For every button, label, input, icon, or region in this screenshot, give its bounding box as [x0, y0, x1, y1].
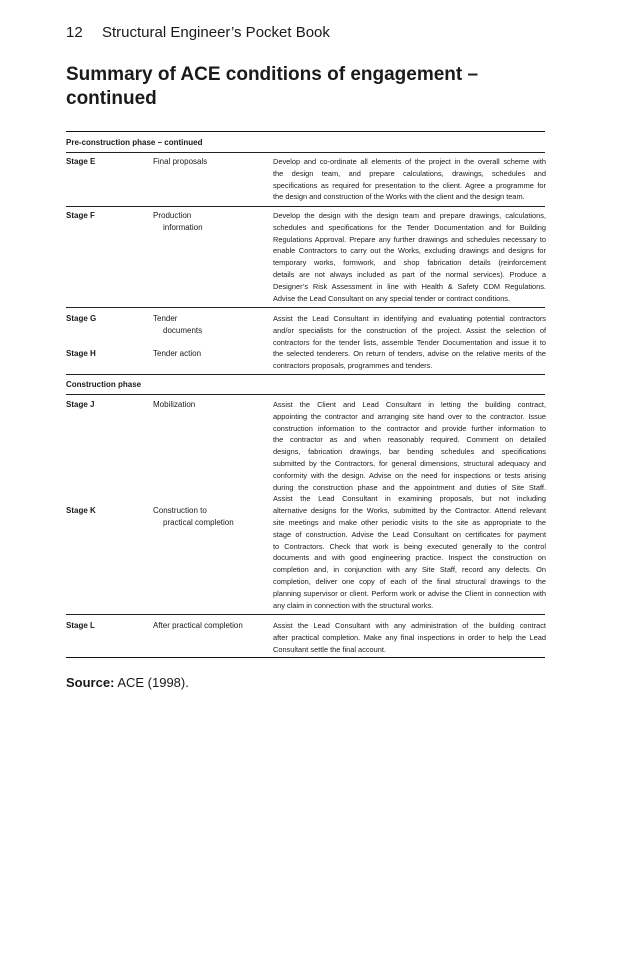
- book-title: Structural Engineer’s Pocket Book: [102, 24, 330, 41]
- row-divider: [66, 374, 545, 375]
- phase-line: documents: [163, 326, 203, 335]
- description-line: enable Contractors to carry out the Works, excluding drawings and designs for: [273, 246, 546, 256]
- row-divider: [66, 307, 545, 308]
- stage-k-phase: [153, 505, 234, 529]
- description-line: completion and, in conjunction with any Site Staff, record any defects. On: [273, 565, 546, 575]
- description-line: Assist the Client and Lead Consultant in letting the building contract,: [273, 400, 546, 409]
- table-bottom-rule: [66, 657, 545, 658]
- description-line: Designer’s Risk Assessment in line with Health & Safety CDM Regulations.: [273, 281, 546, 291]
- phase-line: Tender action: [153, 349, 202, 358]
- phase-line: Final proposals: [153, 157, 208, 166]
- stage-g-label: Stage G: [66, 314, 97, 323]
- description-line: to Contractors. Check that work is being executed generally to the control: [273, 541, 546, 551]
- description-line: planning supervisor or client. Perform work or advise the Client in connection with: [273, 588, 546, 598]
- page-number: 12: [66, 24, 83, 41]
- stage-jk-description: [273, 399, 546, 611]
- description-line: temporary works, formwork, and shop fabrication details (reinforcement: [273, 258, 546, 268]
- row-divider: [66, 152, 545, 153]
- stage-g-phase: [153, 313, 202, 337]
- description-line: any claim in connection with the structural works.: [273, 600, 434, 610]
- description-line: contractors proposals, programmes and tenders.: [273, 361, 433, 371]
- section-heading-construction: Construction phase: [66, 380, 142, 389]
- description-line: details are not always included as part of the normal services). Produce a: [273, 269, 546, 279]
- stage-l-phase: [153, 620, 243, 632]
- description-line: contractors for the tender lists, assemble Tender Documentation and issue it to: [273, 337, 546, 347]
- description-line: completion, deliver one copy of each of the final structural drawings to the: [273, 576, 546, 586]
- stage-l-description: [273, 620, 546, 655]
- phase-line: Construction to: [153, 506, 207, 515]
- source-label: Source:: [66, 675, 115, 690]
- stage-e-label: Stage E: [66, 157, 96, 166]
- row-divider: [66, 206, 545, 207]
- description-line: Consultant settle the final account.: [273, 644, 386, 654]
- phase-line: Mobilization: [153, 400, 196, 409]
- description-line: Develop the design with the design team and prepare drawings, calculations,: [273, 211, 546, 220]
- description-line: conformity with the design. Advise on the need for inspections or tests arising: [273, 470, 546, 480]
- phase-line: practical completion: [163, 518, 234, 527]
- row-divider: [66, 614, 545, 615]
- description-line: Advise the Lead Consultant on any special tender or contract conditions.: [273, 293, 511, 303]
- phase-line: Production: [153, 211, 192, 220]
- description-line: the design team, and prepare calculations, drawings, schedules and: [273, 168, 546, 178]
- description-line: submitted by the Contractors, for general dimensions, structural adequacy and: [273, 458, 546, 468]
- description-line: specifications as required for presentation to the client. Agree a programme for: [273, 180, 546, 190]
- section-heading-preconstruction: Pre-construction phase – continued: [66, 138, 203, 147]
- description-line: alternative designs for the Works, submitted by the Contractor. Attend relevant: [273, 506, 546, 516]
- phase-line: information: [163, 223, 203, 232]
- description-line: schedules and specifications for the Tender Documentation and for Building: [273, 222, 546, 232]
- stage-e-phase: [153, 156, 207, 168]
- description-line: designs, fabrication drawings, bar bending schedules and specifications: [273, 447, 546, 457]
- description-line: Develop and co-ordinate all elements of the project in the overall scheme with: [273, 157, 546, 166]
- running-header: [66, 24, 330, 41]
- stage-h-phase: [153, 348, 201, 360]
- description-line: the design and construction of the Works with the client and the design team.: [273, 192, 525, 202]
- description-line: and/or specialists for the construction of the project. Assist the selection of: [273, 325, 546, 335]
- source-text: ACE (1998).: [117, 675, 189, 690]
- phase-line: After practical completion: [153, 621, 243, 630]
- stage-j-label: Stage J: [66, 400, 95, 409]
- description-line: Assist the Lead Consultant in identifying and evaluating potential contractors: [273, 314, 546, 323]
- description-line: construction information to the contractor and provide further information to: [273, 423, 546, 433]
- stage-j-phase: [153, 399, 195, 411]
- description-line: appointing the contractor and arranging site hand over to the contractor. Issue: [273, 411, 546, 421]
- description-line: Assist the Lead Consultant in examining proposals, but not including: [273, 494, 546, 504]
- description-line: Regulations Approval. Prepare any further drawings and schedules necessary to: [273, 234, 546, 244]
- stage-k-label: Stage K: [66, 506, 96, 515]
- description-line: the contractor as and when reasonably required. Comment on detailed: [273, 435, 546, 445]
- stage-f-phase: [153, 210, 203, 234]
- description-line: after practical completion. Make any final inspections in order to help the Lead: [273, 632, 546, 642]
- stage-h-label: Stage H: [66, 349, 96, 358]
- stage-l-label: Stage L: [66, 621, 95, 630]
- description-line: site meetings and make other periodic visits to the site as appropriate to the: [273, 517, 546, 527]
- source-note: [66, 675, 189, 690]
- phase-line: Tender: [153, 314, 178, 323]
- row-divider: [66, 394, 545, 395]
- stage-e-description: [273, 156, 546, 203]
- table-top-rule: [66, 131, 545, 132]
- description-line: stage of construction. Advise the Lead Consultant on certificates for payment: [273, 529, 546, 539]
- description-line: during the construction phase and the appointment and duties of Site Staff.: [273, 482, 546, 492]
- stage-f-description: [273, 210, 546, 304]
- description-line: the selected tenderers. On return of tenders, advise on the relative merits of the: [273, 349, 546, 359]
- description-line: documents and with good engineering practice. Inspect the construction on: [273, 553, 546, 563]
- stage-f-label: Stage F: [66, 211, 95, 220]
- stage-gh-description: [273, 313, 546, 372]
- description-line: Assist the Lead Consultant with any administration of the building contract: [273, 621, 546, 630]
- page-title: Summary of ACE conditions of engagement – continued: [66, 64, 479, 109]
